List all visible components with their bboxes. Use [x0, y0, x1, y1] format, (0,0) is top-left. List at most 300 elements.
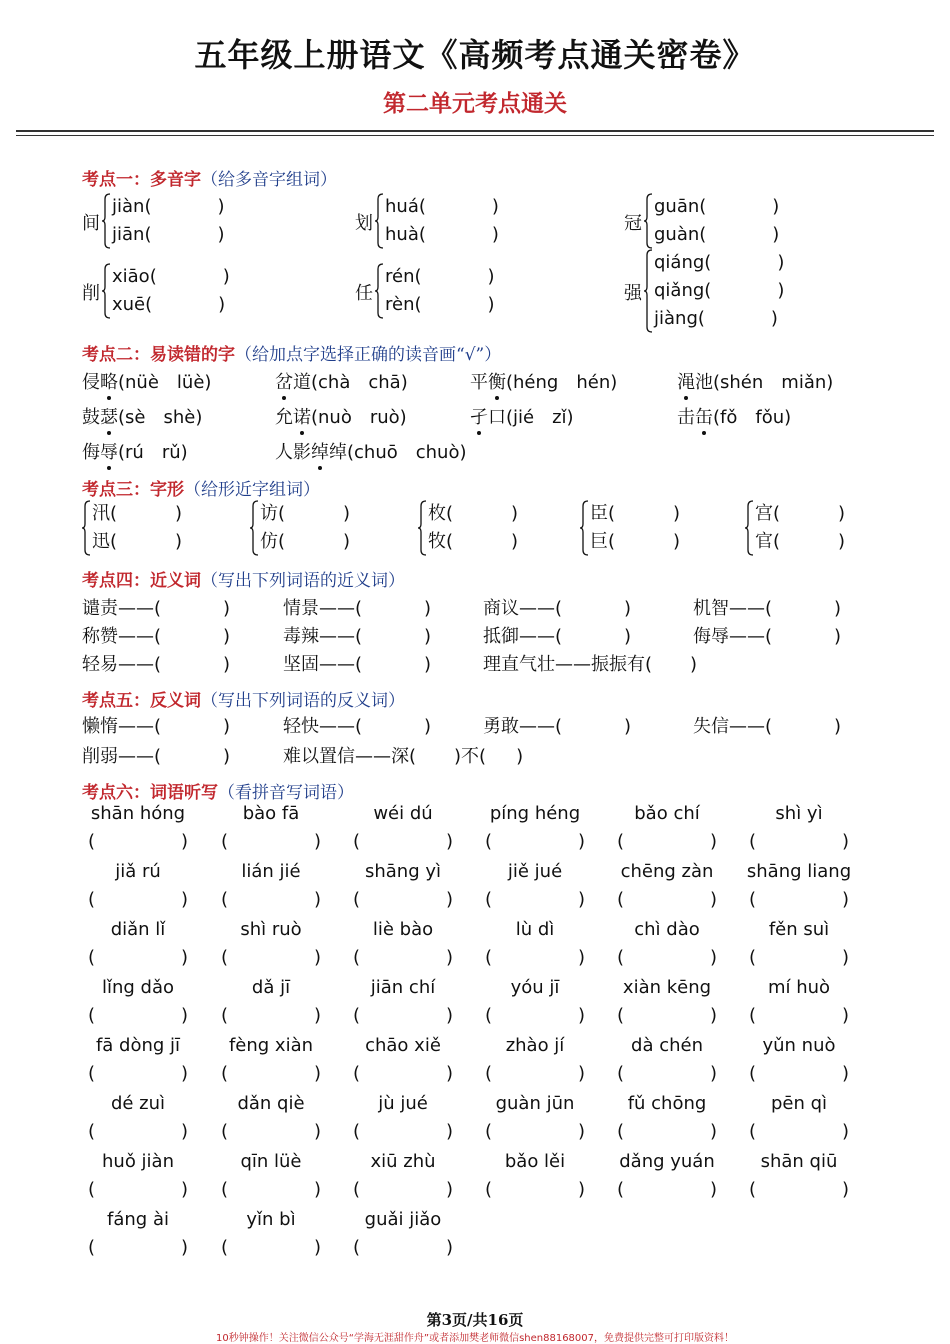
synonym-item: [283, 622, 431, 648]
pinyin-options[interactable]: (rú rǔ): [118, 442, 188, 463]
pinyin-word: dǎn qiè: [237, 1093, 305, 1114]
close-paren: ): [770, 308, 778, 329]
close-paren: ): [834, 598, 842, 619]
word-label: 轻快——(: [283, 716, 363, 737]
open-paren: (: [88, 889, 96, 910]
close-paren: ): [313, 1121, 321, 1142]
reading-line: [385, 193, 499, 221]
section-heading-5: [82, 686, 405, 711]
dotted-char: 辱: [100, 442, 118, 463]
open-paren: (: [485, 1179, 493, 1200]
answer-box[interactable]: [221, 1179, 321, 1200]
form-line: [260, 500, 350, 528]
answer-box[interactable]: [221, 1063, 321, 1084]
reading-pinyin: guān(: [654, 196, 707, 217]
answer-box[interactable]: [353, 889, 453, 910]
pinyin-word: dǎng yuán: [619, 1151, 715, 1172]
open-paren: (: [485, 1121, 493, 1142]
close-paren: ): [624, 598, 632, 619]
dotted-char: 绰: [311, 442, 329, 463]
brace: [745, 500, 754, 556]
synonym-item: [82, 650, 230, 676]
answer-box[interactable]: [88, 1005, 188, 1026]
pinyin-word: jù jué: [378, 1093, 428, 1114]
close-paren: ): [313, 889, 321, 910]
word-label: )不(: [454, 746, 487, 767]
close-paren: ): [487, 294, 495, 315]
open-paren: (: [221, 1237, 229, 1258]
brace: [418, 500, 427, 556]
dotted-char: 略: [100, 372, 118, 393]
reading-pinyin: huá(: [385, 196, 426, 217]
reading-line: [112, 291, 225, 319]
answer-box[interactable]: [485, 831, 585, 852]
reading-line: [112, 193, 225, 221]
section-title: 考点二：易读错的字: [82, 345, 235, 365]
polyphone-char: 间: [82, 213, 100, 234]
close-paren: ): [217, 224, 225, 245]
answer-box[interactable]: [749, 1121, 849, 1142]
dotted-char: 诺: [293, 407, 311, 428]
answer-box[interactable]: [221, 889, 321, 910]
answer-box[interactable]: [617, 1063, 717, 1084]
word-label: 削弱——(: [82, 746, 162, 767]
answer-box[interactable]: [485, 1179, 585, 1200]
reading-pinyin: huà(: [385, 224, 426, 245]
close-paren: ): [577, 1179, 585, 1200]
close-paren: ): [313, 831, 321, 852]
misread-item: [82, 368, 211, 394]
close-paren: ): [624, 716, 632, 737]
reading-line: [385, 221, 499, 249]
open-paren: (: [617, 831, 625, 852]
pinyin-word: chēng zàn: [620, 861, 714, 882]
open-paren: (: [617, 1121, 625, 1142]
answer-box[interactable]: [749, 831, 849, 852]
close-paren: ): [577, 1063, 585, 1084]
form-char: 迅(: [92, 531, 118, 552]
open-paren: (: [88, 947, 96, 968]
open-paren: (: [485, 947, 493, 968]
brace: [250, 500, 259, 556]
close-paren: ): [577, 831, 585, 852]
misread-item: [275, 368, 408, 394]
word-label: 轻易——(: [82, 654, 162, 675]
open-paren: (: [353, 1237, 361, 1258]
close-paren: ): [445, 1179, 453, 1200]
section-heading-3: [82, 475, 320, 500]
brace-icon: [418, 500, 427, 556]
pinyin-word: yǔn nuò: [762, 1035, 836, 1056]
pinyin-options[interactable]: (shén miǎn): [713, 372, 834, 393]
close-paren: ): [223, 598, 231, 619]
answer-box[interactable]: [485, 1121, 585, 1142]
synonym-item: [483, 650, 697, 676]
close-paren: ): [180, 1063, 188, 1084]
pinyin-word: huǒ jiàn: [102, 1151, 174, 1172]
close-paren: ): [223, 716, 231, 737]
form-char: 汛(: [92, 503, 118, 524]
close-paren: ): [777, 252, 785, 273]
answer-box[interactable]: [617, 889, 717, 910]
close-paren: ): [577, 947, 585, 968]
close-paren: ): [222, 266, 230, 287]
close-paren: ): [175, 503, 183, 524]
close-paren: ): [424, 598, 432, 619]
reading-pinyin: guàn(: [654, 224, 707, 245]
pinyin-word: bǎo chí: [634, 803, 700, 824]
close-paren: ): [709, 1063, 717, 1084]
open-paren: (: [88, 1121, 96, 1142]
pinyin-word: zhào jí: [505, 1035, 565, 1056]
dotted-char: 孑: [470, 407, 488, 428]
close-paren: ): [690, 654, 698, 675]
dotted-char: 缶: [695, 407, 713, 428]
antonym-item: [283, 742, 523, 768]
brace-icon: [580, 500, 589, 556]
answer-box[interactable]: [353, 1005, 453, 1026]
answer-box[interactable]: [353, 947, 453, 968]
close-paren: ): [424, 626, 432, 647]
brace-icon: [82, 500, 91, 556]
dotted-char: 岔: [275, 372, 293, 393]
pinyin-word: shān hóng: [90, 803, 186, 824]
open-paren: (: [88, 1063, 96, 1084]
pinyin-options[interactable]: (fǒ fǒu): [713, 407, 792, 428]
reading-line: [654, 249, 784, 277]
answer-box[interactable]: [221, 1121, 321, 1142]
close-paren: ): [841, 889, 849, 910]
pinyin-options[interactable]: (nüè lüè): [118, 372, 212, 393]
brace: [102, 263, 111, 319]
answer-box[interactable]: [88, 1121, 188, 1142]
pinyin-word: yǐn bì: [246, 1209, 296, 1230]
pinyin-word: xiàn kēng: [622, 977, 712, 998]
misread-item: [470, 368, 617, 394]
form-line: [590, 500, 680, 528]
open-paren: (: [617, 889, 625, 910]
close-paren: ): [223, 626, 231, 647]
form-char: 官(: [755, 531, 781, 552]
pinyin-word: shān qiū: [760, 1151, 838, 1172]
answer-box[interactable]: [88, 831, 188, 852]
misread-item: [275, 438, 467, 464]
word-label: 懒惰——(: [82, 716, 162, 737]
pinyin-word: lǐng dǎo: [101, 977, 175, 998]
answer-box[interactable]: [88, 1179, 188, 1200]
close-paren: ): [445, 947, 453, 968]
answer-box[interactable]: [353, 1063, 453, 1084]
close-paren: ): [841, 1005, 849, 1026]
form-char: 臣(: [590, 503, 616, 524]
section-note: （写出下列词语的近义词）: [201, 571, 405, 591]
reading-pinyin: rén(: [385, 266, 422, 287]
open-paren: (: [749, 1179, 757, 1200]
form-line: [755, 500, 845, 528]
section-title: 考点一：多音字: [82, 170, 201, 190]
word-part: 人影: [275, 442, 311, 463]
pinyin-word: dà chén: [631, 1035, 703, 1056]
brace: [375, 193, 384, 249]
open-paren: (: [221, 1121, 229, 1142]
open-paren: (: [485, 889, 493, 910]
open-paren: (: [88, 1237, 96, 1258]
answer-box[interactable]: [485, 947, 585, 968]
pinyin-word: bǎo lěi: [504, 1151, 566, 1172]
form-char: 访(: [260, 503, 286, 524]
close-paren: ): [180, 1005, 188, 1026]
brace-icon: [745, 500, 754, 556]
close-paren: ): [577, 1121, 585, 1142]
word-part: 侮: [82, 442, 100, 463]
close-paren: ): [180, 889, 188, 910]
answer-box[interactable]: [749, 1005, 849, 1026]
answer-box[interactable]: [221, 1005, 321, 1026]
brace-icon: [644, 249, 653, 333]
close-paren: ): [313, 1179, 321, 1200]
form-char: 仿(: [260, 531, 286, 552]
word-label: 机智——(: [693, 598, 773, 619]
close-paren: ): [709, 947, 717, 968]
synonym-item: [693, 622, 841, 648]
pinyin-word: fā dòng jī: [95, 1035, 181, 1056]
open-paren: (: [88, 1005, 96, 1026]
close-paren: ): [445, 1237, 453, 1258]
close-paren: ): [223, 746, 231, 767]
brace-icon: [250, 500, 259, 556]
pinyin-word: xiū zhù: [370, 1151, 436, 1172]
answer-box[interactable]: [485, 1063, 585, 1084]
misread-item: [82, 403, 202, 429]
form-line: [428, 500, 518, 528]
form-line: [755, 528, 845, 556]
word-label: 毒辣——(: [283, 626, 363, 647]
pinyin-options[interactable]: (chuō chuò): [347, 442, 467, 463]
pinyin-word: pēn qì: [770, 1093, 828, 1114]
open-paren: (: [221, 947, 229, 968]
pinyin-word: guǎi jiǎo: [364, 1209, 442, 1230]
close-paren: ): [624, 626, 632, 647]
answer-box[interactable]: [485, 889, 585, 910]
page-number: 第3页/共16页: [426, 1311, 524, 1329]
close-paren: ): [180, 1237, 188, 1258]
form-char: 枚(: [428, 503, 454, 524]
word-part: 鼓: [82, 407, 100, 428]
section-heading-4: [82, 566, 405, 591]
answer-box[interactable]: [617, 1005, 717, 1026]
brace-icon: [375, 263, 384, 319]
reading-pinyin: qiǎng(: [654, 280, 712, 301]
answer-box[interactable]: [88, 947, 188, 968]
answer-box[interactable]: [221, 947, 321, 968]
open-paren: (: [617, 947, 625, 968]
answer-box[interactable]: [88, 1063, 188, 1084]
word-part: 允: [275, 407, 293, 428]
open-paren: (: [353, 1005, 361, 1026]
dotted-char: 衡: [488, 372, 506, 393]
section-note: （写出下列词语的反义词）: [201, 691, 405, 711]
word-part: 绰: [329, 442, 347, 463]
close-paren: ): [445, 889, 453, 910]
reading-line: [112, 263, 230, 291]
brace: [580, 500, 589, 556]
close-paren: ): [841, 1179, 849, 1200]
pinyin-options[interactable]: (nuò ruò): [311, 407, 407, 428]
pinyin-word: shì ruò: [240, 919, 302, 940]
close-paren: ): [709, 831, 717, 852]
pinyin-word: chì dào: [634, 919, 700, 940]
close-paren: ): [673, 503, 681, 524]
section-title: 考点五：反义词: [82, 691, 201, 711]
close-paren: ): [772, 224, 780, 245]
misread-item: [275, 403, 407, 429]
section-heading-6: [82, 778, 354, 803]
page-title: 五年级上册语文《高频考点通关密卷》: [194, 36, 756, 74]
answer-box[interactable]: [353, 1179, 453, 1200]
reading-pinyin: xuē(: [112, 294, 153, 315]
open-paren: (: [221, 1005, 229, 1026]
answer-box[interactable]: [749, 1179, 849, 1200]
close-paren: ): [709, 1179, 717, 1200]
brace-icon: [102, 263, 111, 319]
open-paren: (: [353, 1121, 361, 1142]
close-paren: ): [180, 831, 188, 852]
close-paren: ): [841, 1121, 849, 1142]
form-line: [260, 528, 350, 556]
pinyin-word: jiǎ rú: [115, 861, 161, 882]
pinyin-word: fèng xiàn: [228, 1035, 314, 1056]
close-paren: ): [487, 266, 495, 287]
unit-subtitle: 第二单元考点通关: [383, 90, 567, 117]
answer-box[interactable]: [221, 1237, 321, 1258]
close-paren: ): [313, 1237, 321, 1258]
word-part: 侵: [82, 372, 100, 393]
close-paren: ): [577, 889, 585, 910]
close-paren: ): [445, 831, 453, 852]
pinyin-word: guàn jūn: [495, 1093, 575, 1114]
close-paren: ): [424, 654, 432, 675]
reading-line: [654, 221, 779, 249]
reading-line: [654, 277, 784, 305]
dotted-char: 渑: [677, 372, 695, 393]
answer-box[interactable]: [353, 831, 453, 852]
section-title: 考点四：近义词: [82, 571, 201, 591]
close-paren: ): [838, 531, 846, 552]
answer-box[interactable]: [617, 831, 717, 852]
open-paren: (: [485, 831, 493, 852]
open-paren: (: [221, 1179, 229, 1200]
section-note: （给多音字组词）: [201, 170, 337, 190]
answer-box[interactable]: [617, 1179, 717, 1200]
open-paren: (: [221, 1063, 229, 1084]
pinyin-word: dé zuì: [110, 1093, 166, 1114]
close-paren: ): [445, 1005, 453, 1026]
answer-box[interactable]: [749, 889, 849, 910]
divider-top: [16, 130, 934, 132]
open-paren: (: [485, 1063, 493, 1084]
form-char: 巨(: [590, 531, 616, 552]
answer-box[interactable]: [88, 889, 188, 910]
close-paren: ): [834, 626, 842, 647]
word-part: 池: [695, 372, 713, 393]
open-paren: (: [353, 947, 361, 968]
open-paren: (: [353, 831, 361, 852]
open-paren: (: [353, 1063, 361, 1084]
polyphone-char: 强: [624, 283, 642, 304]
word-label: 理直气壮——振振有(: [483, 654, 653, 675]
reading-pinyin: jiàng(: [654, 308, 705, 329]
section-heading-2: [82, 340, 501, 365]
pinyin-word: jiě jué: [507, 861, 563, 882]
answer-box[interactable]: [749, 947, 849, 968]
pinyin-word: wéi dú: [373, 803, 433, 824]
close-paren: ): [709, 1121, 717, 1142]
brace-icon: [644, 193, 653, 249]
answer-box[interactable]: [353, 1121, 453, 1142]
antonym-item: [82, 712, 230, 738]
pinyin-options[interactable]: (jié zǐ): [506, 407, 574, 428]
pinyin-options[interactable]: (sè shè): [118, 407, 203, 428]
brace: [102, 193, 111, 249]
synonym-item: [82, 594, 230, 620]
word-part: 口: [488, 407, 506, 428]
open-paren: (: [617, 1005, 625, 1026]
synonym-item: [693, 594, 841, 620]
reading-pinyin: jiàn(: [112, 196, 152, 217]
brace-icon: [375, 193, 384, 249]
form-line: [92, 528, 182, 556]
open-paren: (: [749, 1121, 757, 1142]
reading-pinyin: rèn(: [385, 294, 422, 315]
close-paren: ): [180, 1121, 188, 1142]
synonym-item: [483, 594, 631, 620]
word-label: 勇敢——(: [483, 716, 563, 737]
close-paren: ): [343, 503, 351, 524]
answer-box[interactable]: [617, 947, 717, 968]
pinyin-options[interactable]: (héng hén): [506, 372, 618, 393]
word-label: 称赞——(: [82, 626, 162, 647]
close-paren: ): [511, 531, 519, 552]
open-paren: (: [485, 1005, 493, 1026]
reading-line: [112, 221, 225, 249]
brace: [644, 249, 653, 333]
answer-box[interactable]: [617, 1121, 717, 1142]
antonym-item: [283, 712, 431, 738]
close-paren: ): [180, 947, 188, 968]
section-heading-1: [82, 165, 337, 190]
misread-item: [82, 438, 188, 464]
word-label: 失信——(: [693, 716, 773, 737]
answer-box[interactable]: [749, 1063, 849, 1084]
reading-pinyin: qiáng(: [654, 252, 712, 273]
answer-box[interactable]: [485, 1005, 585, 1026]
pinyin-options[interactable]: (chà chā): [311, 372, 408, 393]
close-paren: ): [838, 503, 846, 524]
word-part: 平: [470, 372, 488, 393]
answer-box[interactable]: [221, 831, 321, 852]
open-paren: (: [221, 889, 229, 910]
polyphone-char: 划: [355, 213, 373, 234]
form-char: 宫(: [755, 503, 781, 524]
pinyin-word: shāng liang: [746, 861, 852, 882]
polyphone-char: 削: [82, 283, 100, 304]
close-paren: ): [841, 1063, 849, 1084]
close-paren: ): [313, 947, 321, 968]
answer-box[interactable]: [353, 1237, 453, 1258]
answer-box[interactable]: [88, 1237, 188, 1258]
pinyin-word: shì yì: [775, 803, 823, 824]
word-label: 难以置信——深(: [283, 746, 417, 767]
